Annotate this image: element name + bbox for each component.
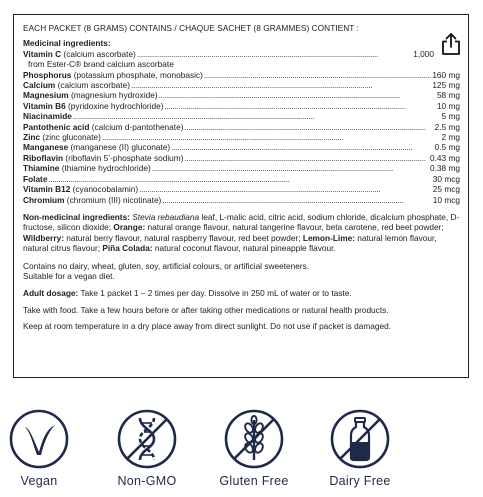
ingredient-amount: 0.43 mg — [430, 152, 460, 163]
badge-label: Vegan — [20, 474, 58, 488]
contains-line-2: Suitable for a vegan diet. — [23, 270, 115, 281]
ingredient-name: Vitamin B12 — [23, 184, 71, 195]
ingredient-detail: (magnesium hydroxide) — [68, 90, 158, 101]
ingredient-row — [23, 163, 460, 173]
dosage-statement — [23, 288, 460, 298]
badge-non-gmo — [107, 408, 187, 488]
ingredient-amount: 2.5 mg — [434, 121, 460, 132]
panel-header: EACH PACKET (8 GRAMS) CONTAINS / CHAQUE SACHET (8 GRAMMES) CONTIENT : — [23, 23, 359, 33]
ingredient-name: Chromium — [23, 194, 65, 205]
ingredient-detail: (riboflavin 5’-phosphate sodium) — [63, 152, 184, 163]
milk-bottle-crossed-icon — [329, 408, 391, 470]
ingredient-name: Riboflavin — [23, 152, 64, 163]
ingredient-name: Phosphorus — [23, 69, 72, 80]
ingredient-detail: (thiamine hydrochloride) — [59, 163, 151, 174]
ingredient-amount: 10 mcg — [432, 194, 460, 205]
ingredient-row — [23, 174, 460, 184]
ingredient-amount: 1,000 — [413, 48, 434, 59]
ingredient-row — [23, 101, 460, 111]
flavour-orange: Orange: — [113, 222, 146, 233]
share-icon-glyph — [440, 32, 462, 56]
ingredient-detail: (potassium phosphate, monobasic) — [71, 69, 203, 80]
stevia-name: Stevia rebaudiana — [132, 211, 200, 222]
vitamin-c-source: from Ester-C® brand calcium ascorbate — [28, 59, 174, 70]
non-medicinal-title: Non-medicinal ingredients: — [23, 211, 130, 222]
badge-gluten-free — [214, 408, 294, 488]
non-medicinal-ingredients: Non-medicinal ingredients: Stevia rebaudiana leaf, L-malic acid, citric acid, sodium chloride, dicalcium phosphate, D-fructose, silicon dioxide; Orange: natural orange flavour, natural tangerine flavour, beta carotene, red beet powder; Wildberry: natural berry flavour, natural raspberry flavour, red beet powder; Lemon-Lime: natural lemon flavour, natural citrus flavour; Piña Colada: natural coconut flavour, natural pineapple flavour. — [23, 211, 460, 254]
ingredient-amount: 2 mg — [441, 132, 460, 143]
ingredient-detail: (zinc gluconate) — [40, 132, 101, 143]
storage-statement: Keep at room temperature in a dry place away from direct sunlight. Do not use if packet is damaged. — [23, 321, 392, 332]
dosage-title: Adult dosage: — [23, 288, 79, 299]
ingredient-amount: 30 mcg — [432, 173, 460, 184]
ingredient-amount: 160 mg — [432, 69, 460, 80]
contains-statement — [23, 261, 460, 282]
ingredient-amount: 0.5 mg — [434, 142, 460, 153]
ingredient-row — [23, 142, 460, 152]
ingredient-row — [23, 90, 460, 100]
ingredient-detail: (calcium d-pantothenate) — [89, 121, 184, 132]
ingredient-amount: 125 mg — [432, 80, 460, 91]
badge-label: Dairy Free — [329, 474, 391, 488]
flavour-wildberry: Wildberry: — [23, 232, 64, 243]
ingredient-row — [23, 153, 460, 163]
ingredient-name: Magnesium — [23, 90, 69, 101]
ingredient-name: Zinc — [23, 132, 41, 143]
ingredient-detail: (calcium ascorbate) — [55, 80, 130, 91]
ingredient-row — [23, 195, 460, 205]
badge-vegan — [0, 408, 79, 488]
ingredient-name: Folate — [23, 173, 48, 184]
ingredient-row-vitamin-c — [23, 49, 460, 59]
share-icon[interactable] — [440, 32, 462, 56]
ingredient-amount: 58 mg — [436, 90, 460, 101]
ingredient-amount: 5 mg — [441, 111, 460, 122]
badge-label: Non-GMO — [117, 474, 177, 488]
ingredient-name: Vitamin C — [23, 48, 62, 59]
wheat-crossed-icon — [223, 408, 285, 470]
ingredient-row — [23, 132, 460, 142]
badge-row — [0, 408, 483, 497]
ingredient-amount: 25 mcg — [432, 184, 460, 195]
dna-icon — [116, 408, 178, 470]
ingredient-detail: (calcium ascorbate) — [61, 48, 136, 59]
ingredient-row — [23, 111, 460, 121]
flavour-pina-colada: Piña Colada: — [102, 243, 153, 254]
medicinal-ingredients-title: Medicinal ingredients: — [23, 38, 111, 49]
ingredient-detail: (pyridoxine hydrochloride) — [65, 100, 164, 111]
ingredient-row — [23, 184, 460, 194]
badge-label: Gluten Free — [219, 474, 289, 488]
ingredient-name: Manganese — [23, 142, 69, 153]
ingredient-name: Thiamine — [23, 163, 60, 174]
ingredient-amount: 10 mg — [436, 100, 460, 111]
ingredient-detail: (chromium (III) nicotinate) — [64, 194, 162, 205]
dosage-text: Take 1 packet 1 – 2 times per day. Dissolve in 250 mL of water or to taste. — [78, 288, 352, 299]
ingredient-list — [23, 70, 460, 205]
vegan-v-icon — [8, 408, 70, 470]
ingredient-name: Niacinamide — [23, 111, 72, 122]
ingredient-row — [23, 122, 460, 132]
supplement-facts-panel — [13, 14, 469, 378]
ingredient-row — [23, 80, 460, 90]
badge-dairy-free — [320, 408, 400, 488]
ingredient-row — [23, 70, 460, 80]
ingredient-detail: (manganese (II) gluconate) — [68, 142, 171, 153]
ingredient-name: Pantothenic acid — [23, 121, 90, 132]
food-statement: Take with food. Take a few hours before or after taking other medications or natural health products. — [23, 304, 389, 315]
ingredient-amount: 0.38 mg — [430, 163, 460, 174]
ingredient-name: Calcium — [23, 80, 56, 91]
flavour-lemon-lime: Lemon-Lime: — [302, 232, 355, 243]
ingredient-name: Vitamin B6 — [23, 100, 66, 111]
ingredient-detail: (cyanocobalamin) — [70, 184, 139, 195]
contains-line-1: Contains no dairy, wheat, gluten, soy, artificial colours, or artificial sweeteners. — [23, 260, 310, 271]
